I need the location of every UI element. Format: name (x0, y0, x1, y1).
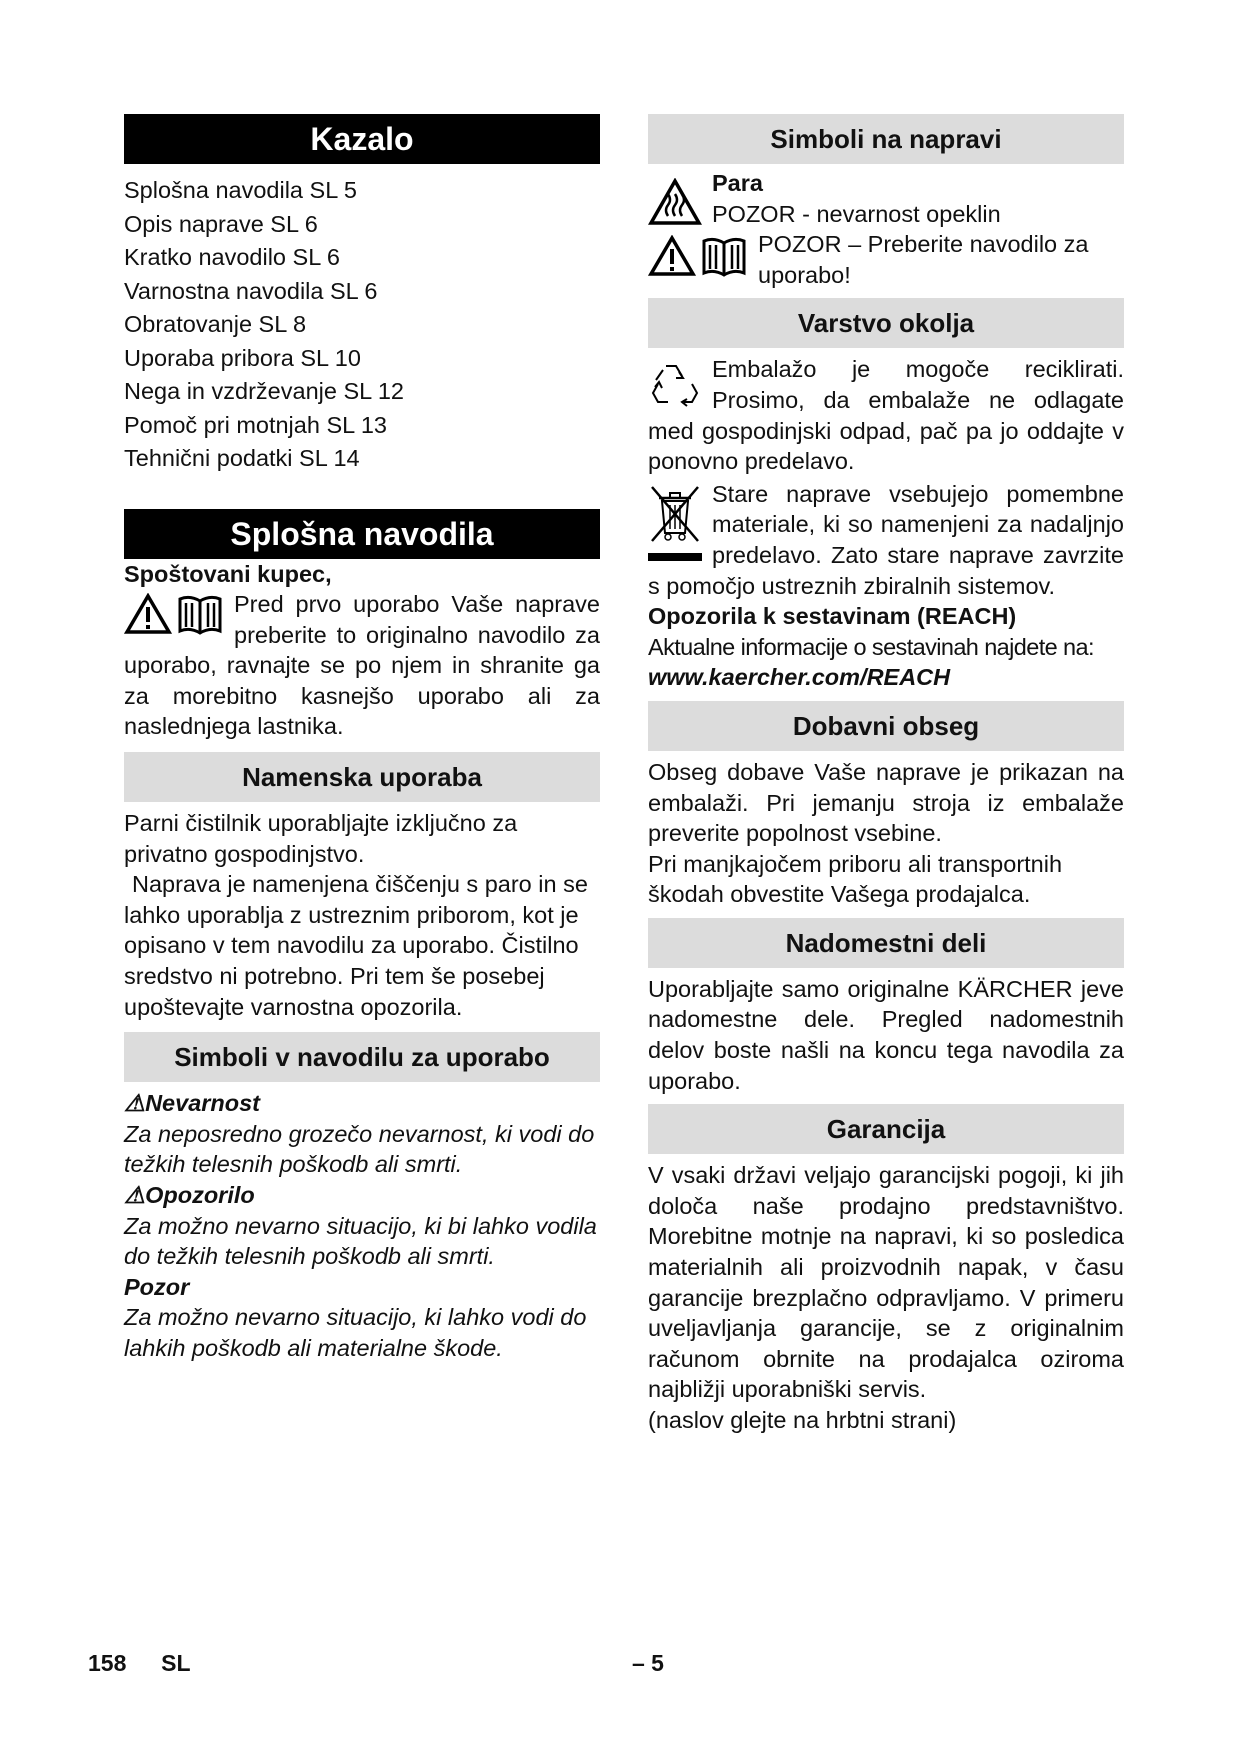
toc-heading: Kazalo (124, 114, 600, 164)
steam-text: POZOR - nevarnost opeklin (712, 200, 1001, 227)
caution-text: Za možno nevarno situacijo, ki lahko vodi do lahkih poškodb ali materialne škode. (124, 1304, 587, 1361)
weee-icons (648, 483, 702, 563)
warranty-note: (naslov glejte na hrbtni strani) (648, 1407, 957, 1433)
toc-item[interactable]: Kratko navodilo SL 6 (124, 244, 340, 270)
left-column (124, 114, 600, 1364)
read-manual-block (648, 229, 1124, 290)
toc-item[interactable]: Nega in vzdrževanje SL 12 (124, 378, 404, 404)
warning-small-icon: ⚠ (124, 1182, 146, 1208)
manual-book-icon (700, 235, 748, 277)
general-block (124, 589, 600, 742)
warning-label: Opozorilo (145, 1182, 255, 1208)
recycle-text: Embalažo je mogoče reciklirati. Prosimo, da embalaže ne odlagate med gospodinjski odpad, pač pa jo oddajte v ponovno predelavo. (648, 356, 1124, 475)
steam-block (648, 168, 1124, 229)
device-symbols-heading: Simboli na napravi (648, 114, 1124, 164)
read-manual-icons (648, 235, 748, 277)
page-number: 158 (88, 1650, 127, 1676)
right-column (648, 114, 1124, 1436)
steam-icons (648, 178, 702, 226)
toc-item[interactable]: Pomoč pri motnjah SL 13 (124, 411, 387, 438)
warning-triangle-icon (124, 593, 172, 635)
caution-label: Pozor (124, 1273, 190, 1300)
recycle-block (648, 354, 1124, 476)
warning-label-row (124, 1180, 600, 1211)
delivery-p2: Pri manjkajočem priboru ali transportnih škodah obvestite Vašega prodajalca. (648, 850, 1063, 908)
weee-text: Stare naprave vsebujejo pomembne materiale, ki so namenjeni za nadaljnjo predelavo. Zato stare naprave zavrzite s pomočjo ustreznih zbiralnih sistemov. (648, 480, 1124, 599)
spare-parts-heading: Nadomestni deli (648, 918, 1124, 968)
toc-item[interactable]: Obratovanje SL 8 (124, 311, 307, 337)
spare-parts-text: Uporabljajte samo originalne KÄRCHER jeve nadomestne dele. Pregled nadomestnih delov boste našli na koncu tega navodila za uporabo. (648, 975, 1124, 1094)
toc-item[interactable]: Uporaba pribora SL 10 (124, 344, 361, 371)
language-code: SL (161, 1650, 191, 1676)
toc-list (124, 174, 600, 476)
crossed-out-bin-icon (648, 483, 702, 563)
read-manual-text: POZOR – Preberite navodilo za uporabo! (758, 231, 1089, 288)
warranty-heading: Garancija (648, 1104, 1124, 1154)
greeting: Spoštovani kupec, (124, 560, 332, 587)
delivery-heading: Dobavni obseg (648, 701, 1124, 751)
intended-use-p1: Parni čistilnik uporabljajte izključno za privatno gospodinjstvo. (124, 810, 518, 867)
general-icons (124, 593, 224, 635)
danger-label-row (124, 1088, 600, 1119)
toc-item[interactable]: Splošna navodila SL 5 (124, 177, 357, 203)
warning-small-icon: ⚠ (124, 1090, 146, 1117)
warning-text: Za možno nevarno situacijo, ki bi lahko vodila do težkih telesnih poškodb ali smrti. (124, 1212, 597, 1270)
delivery-p1: Obseg dobave Vaše naprave je prikazan na embalaži. Pri jemanju stroja iz embalaže preverite popolnost vsebine. (648, 758, 1124, 847)
hot-steam-warning-icon (648, 178, 702, 226)
weee-block (648, 479, 1124, 601)
reach-text: Aktualne informacije o sestavinah najdete na: (648, 633, 1094, 660)
warning-triangle-icon (648, 235, 696, 277)
intended-use-p2: Naprava je namenjena čiščenju s paro in se lahko uporablja z ustreznim priborom, kot je opisano v tem navodilu za uporabo. Čistilno sredstvo ni potrebno. Pri tem še posebej upoštevajte varnostna opozorila. (124, 871, 588, 1020)
recycle-icon (648, 360, 702, 410)
manual-symbols-heading: Simboli v navodilu za uporabo (124, 1032, 600, 1082)
recycle-icons (648, 360, 702, 410)
warranty-text: V vsaki državi veljajo garancijski pogoji, ki jih določa naše prodajno predstavništvo. Morebitne motnje na napravi, ki so posledica materialnih ali proizvodnih napak, v času garancije brezplačno odpravljamo. V primeru uveljavljanja garancije, se z originalnim računom obrnite na prodajalca oziroma najbližji uporabniški servis. (648, 1162, 1124, 1403)
steam-label: Para (712, 170, 763, 196)
general-text: Pred prvo uporabo Vaše naprave preberite to originalno navodilo za uporabo, ravnajte se po njem in shranite ga za morebitno kasnejšo uporabo ali za naslednjega lastnika. (124, 591, 600, 740)
manual-book-icon (176, 593, 224, 635)
toc-item[interactable]: Varnostna navodila SL 6 (124, 277, 378, 304)
reach-url-link[interactable]: www.kaercher.com/REACH (648, 664, 951, 691)
footer-left (88, 1650, 191, 1677)
general-heading: Splošna navodila (124, 509, 600, 559)
reach-label: Opozorila k sestavinam (REACH) (648, 603, 1017, 630)
toc-item[interactable]: Tehnični podatki SL 14 (124, 445, 360, 471)
danger-text: Za neposredno grozečo nevarnost, ki vodi do težkih telesnih poškodb ali smrti. (124, 1120, 595, 1178)
toc-item[interactable]: Opis naprave SL 6 (124, 210, 318, 237)
environment-heading: Varstvo okolja (648, 298, 1124, 348)
section-page: – 5 (632, 1650, 664, 1676)
danger-label: Nevarnost (145, 1090, 261, 1117)
intended-use-heading: Namenska uporaba (124, 752, 600, 802)
